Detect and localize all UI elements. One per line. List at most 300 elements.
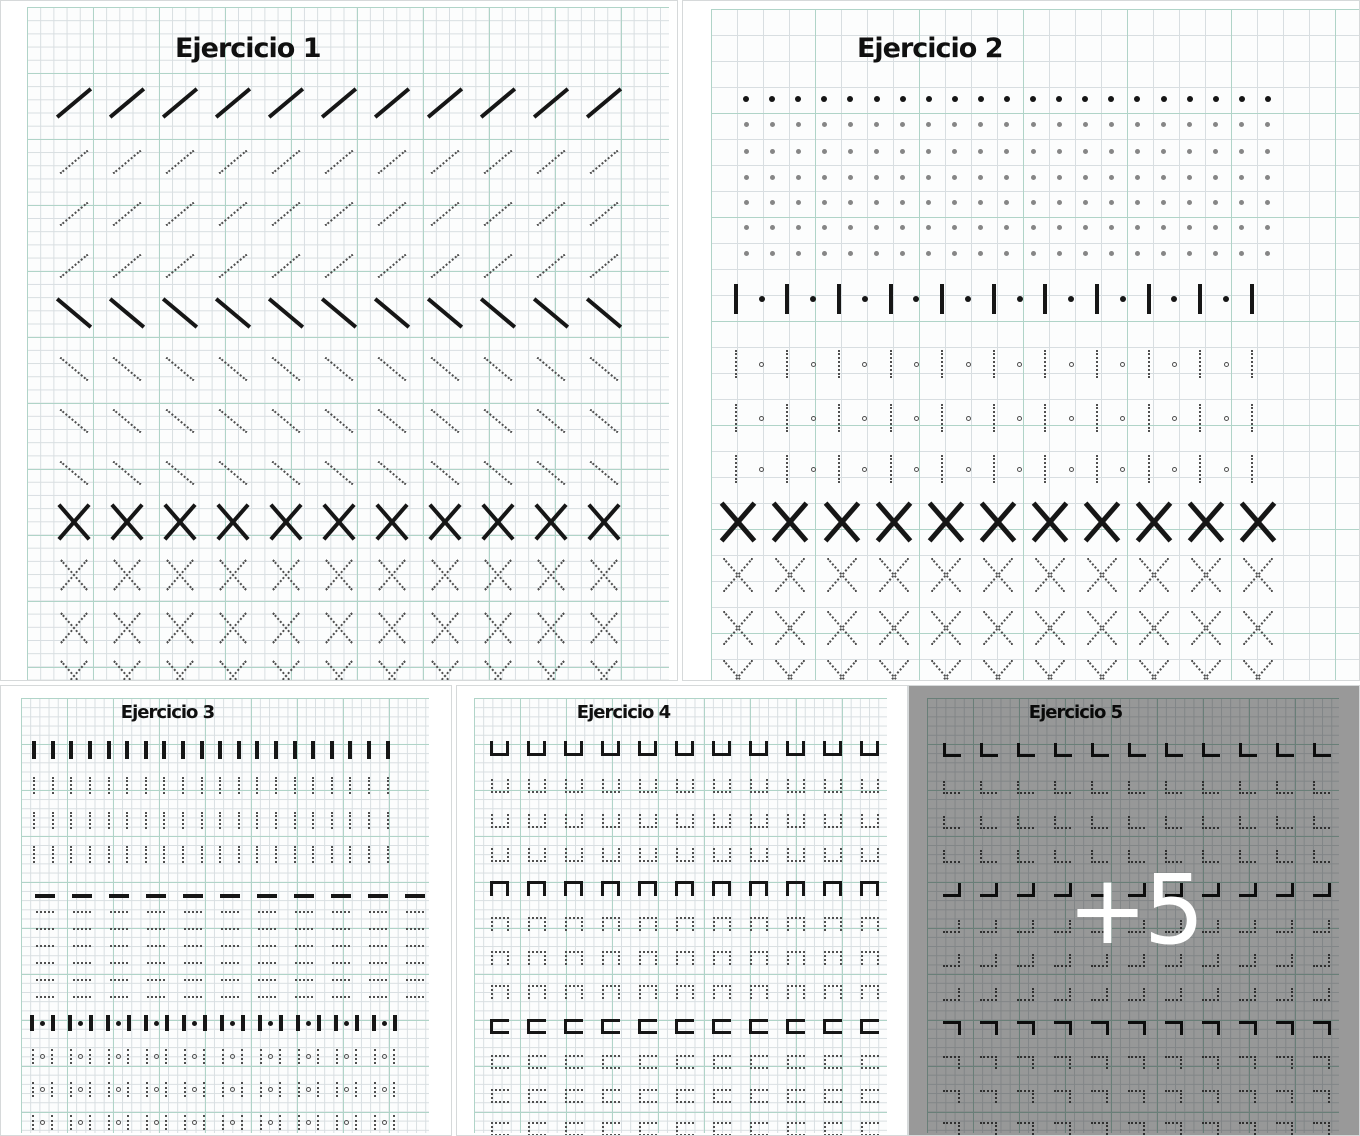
pattern-slot (211, 846, 230, 863)
dot-glyph (952, 175, 957, 180)
pattern-slot (852, 350, 878, 378)
pattern-slot (206, 458, 259, 488)
bar-dot-bar-group (260, 1115, 281, 1130)
pattern-slot (285, 945, 322, 947)
pattern-slot (304, 777, 323, 794)
ejercicio-1-x-dotted-row (47, 560, 630, 590)
vertical-bar-glyph (145, 846, 147, 863)
cap-bracket-glyph (639, 985, 657, 999)
dot-glyph (40, 1054, 45, 1059)
ejercicio-3-bdb-dotted-row (23, 1115, 403, 1130)
dot-glyph (1083, 149, 1088, 154)
gallery-image-ejercicio-2[interactable] (682, 0, 1360, 681)
x-glyph (590, 613, 618, 643)
stroke-line (165, 150, 194, 175)
pattern-slot (1229, 96, 1255, 102)
pattern-slot (312, 147, 365, 177)
u-bracket-glyph (750, 814, 768, 828)
vertical-bar-glyph (993, 455, 995, 483)
dot-glyph (1187, 175, 1192, 180)
pattern-slot (230, 812, 249, 829)
dot-glyph (116, 1054, 121, 1059)
stroke-line (112, 357, 141, 382)
x-glyph (378, 613, 406, 643)
dot-glyph (1069, 467, 1074, 472)
vertical-bar-glyph (184, 1049, 186, 1064)
dot-glyph (796, 122, 801, 127)
vertical-bar-glyph (127, 1049, 129, 1064)
pattern-slot (47, 613, 100, 643)
pattern-slot (1076, 661, 1128, 681)
pattern-slot (703, 881, 740, 896)
vertical-bar-glyph (279, 1015, 283, 1031)
pattern-slot (213, 1082, 251, 1097)
pattern-slot (100, 560, 153, 590)
pattern-slot (904, 455, 930, 483)
pattern-slot (759, 96, 785, 102)
dot-glyph (1171, 296, 1177, 302)
dot-glyph (822, 225, 827, 230)
dash-glyph (73, 979, 91, 981)
pattern-slot (365, 147, 418, 177)
vertical-bar-glyph (941, 455, 943, 483)
vertical-bar-glyph (279, 1082, 281, 1097)
dot-glyph (1213, 96, 1219, 102)
x-glyph (272, 661, 300, 681)
pattern-slot (666, 779, 703, 793)
cap-bracket-glyph (787, 917, 805, 931)
pattern-slot (733, 96, 759, 102)
pattern-slot (814, 985, 851, 999)
dot-glyph (874, 96, 880, 102)
pattern-slot (137, 1115, 175, 1130)
cap-bracket-glyph (565, 985, 583, 999)
pattern-slot (47, 251, 100, 281)
dot-glyph (862, 416, 867, 421)
backslash-glyph (54, 297, 94, 329)
dot-glyph (821, 96, 827, 102)
pattern-slot (1180, 612, 1232, 644)
pattern-slot (153, 560, 206, 590)
backslash-glyph (266, 458, 306, 488)
vertical-bar-glyph (238, 812, 240, 829)
dash-glyph (406, 945, 424, 947)
vertical-bar-glyph (274, 741, 278, 759)
pattern-slot (289, 1115, 327, 1130)
dash-glyph (73, 911, 91, 913)
pattern-slot (44, 741, 63, 759)
pattern-slot (1007, 455, 1033, 483)
dot-glyph (796, 200, 801, 205)
dot-glyph (811, 362, 816, 367)
pattern-slot (137, 812, 156, 829)
vertical-bar-glyph (30, 1015, 34, 1031)
backslash-glyph (425, 458, 465, 488)
pattern-slot (577, 87, 630, 119)
c-bracket-glyph (676, 1055, 694, 1069)
pattern-slot (259, 661, 312, 681)
pattern-slot (62, 812, 81, 829)
pattern-slot (863, 225, 889, 230)
stroke-line (112, 461, 141, 486)
vertical-bar-glyph (200, 741, 204, 759)
pattern-slot (920, 559, 972, 591)
pattern-slot (764, 661, 816, 681)
dot-glyph (1004, 149, 1009, 154)
dot-glyph (1239, 251, 1244, 256)
pattern-slot (1110, 455, 1136, 483)
dot-glyph (1120, 467, 1125, 472)
pattern-slot (47, 87, 100, 119)
dot-glyph (847, 96, 853, 102)
pattern-slot (99, 846, 118, 863)
pattern-slot (518, 985, 555, 999)
bar-dot-bar-group (222, 1115, 243, 1130)
pattern-slot (703, 1122, 740, 1136)
pattern-slot (259, 297, 312, 329)
pattern-slot (777, 1019, 814, 1034)
pattern-slot (524, 251, 577, 281)
pattern-slot (100, 87, 153, 119)
dot-glyph (914, 362, 919, 367)
pattern-slot (723, 455, 749, 483)
pattern-slot (712, 559, 764, 591)
pattern-slot (192, 846, 211, 863)
cap-bracket-glyph (676, 951, 694, 965)
pattern-slot (365, 1015, 403, 1031)
bar-dot-bar-group (146, 1115, 167, 1130)
pattern-slot (518, 917, 555, 931)
x-glyph (484, 560, 512, 590)
pattern-slot (878, 404, 904, 432)
dash-glyph (184, 911, 202, 913)
pattern-slot (396, 979, 433, 981)
slash-glyph (584, 251, 624, 281)
pattern-slot (703, 1019, 740, 1034)
stroke-line (214, 87, 250, 118)
pattern-slot (1128, 559, 1180, 591)
ejercicio-2-x-dotted-row (712, 559, 1284, 591)
pattern-slot (837, 200, 863, 205)
dot-glyph (344, 1054, 349, 1059)
dot-glyph (1004, 251, 1009, 256)
dot-glyph (1017, 467, 1022, 472)
slash-glyph (213, 87, 253, 119)
pattern-slot (285, 962, 322, 964)
bar-dot-bar-group (108, 1082, 129, 1097)
x-glyph (1191, 559, 1221, 591)
u-bracket-glyph (713, 814, 731, 828)
pattern-slot (1229, 225, 1255, 230)
pattern-slot (775, 404, 801, 432)
pattern-slot (44, 812, 63, 829)
x-glyph (217, 505, 249, 539)
pattern-slot (99, 1082, 137, 1097)
pattern-slot (1128, 661, 1180, 681)
stroke-line (161, 87, 197, 118)
pattern-slot (206, 87, 259, 119)
dot-glyph (1172, 362, 1177, 367)
pattern-slot (777, 1089, 814, 1103)
pattern-slot (629, 1019, 666, 1034)
vertical-bar-glyph (393, 1015, 397, 1031)
vertical-bar-glyph (127, 1115, 129, 1130)
pattern-slot (1162, 284, 1188, 314)
dash-glyph (258, 945, 276, 947)
dot-glyph (900, 122, 905, 127)
vertical-bar-glyph (298, 1082, 300, 1097)
dot-glyph (1057, 200, 1062, 205)
dash-glyph (110, 945, 128, 947)
stroke-line (377, 254, 406, 279)
pattern-slot (592, 1019, 629, 1034)
pattern-slot (851, 1122, 888, 1136)
pattern-slot (1033, 284, 1059, 314)
dot-glyph (1083, 251, 1088, 256)
cap-bracket-glyph (639, 917, 657, 931)
cap-bracket-glyph (638, 881, 657, 896)
dot-glyph (1265, 225, 1270, 230)
pattern-slot (1239, 284, 1265, 314)
pattern-slot (341, 812, 360, 829)
dot-glyph (796, 175, 801, 180)
pattern-slot (341, 846, 360, 863)
pattern-slot (837, 122, 863, 127)
pattern-slot (365, 1082, 403, 1097)
dot-glyph (40, 1021, 45, 1026)
ejercicio-3-hdash-dotted-row (26, 962, 433, 964)
stroke-line (165, 357, 194, 382)
pattern-slot (723, 284, 749, 314)
pattern-slot (1232, 661, 1284, 681)
pattern-slot (248, 812, 267, 829)
x-glyph (537, 613, 565, 643)
pattern-slot (211, 911, 248, 913)
pattern-slot (759, 122, 785, 127)
dot-glyph (744, 225, 749, 230)
dot-glyph (1239, 122, 1244, 127)
pattern-slot (1239, 455, 1265, 483)
pattern-slot (929, 455, 955, 483)
dash-glyph (73, 996, 91, 998)
stroke-line (218, 202, 247, 227)
pattern-slot (592, 1089, 629, 1103)
pattern-slot (206, 147, 259, 177)
stroke-line (59, 409, 88, 434)
vertical-bar-glyph (940, 284, 944, 314)
pattern-slot (365, 354, 418, 384)
ejercicio-4-cap-dotted-row (481, 917, 888, 931)
pattern-slot (47, 354, 100, 384)
pattern-slot (518, 1055, 555, 1069)
x-glyph (1085, 504, 1119, 540)
x-glyph (1241, 504, 1275, 540)
vertical-bar-glyph (993, 404, 995, 432)
pattern-slot (759, 149, 785, 154)
pattern-slot (267, 846, 286, 863)
pattern-slot (481, 741, 518, 756)
pattern-slot (916, 251, 942, 256)
dot-glyph (1135, 149, 1140, 154)
dot-glyph (1135, 200, 1140, 205)
vertical-bar-glyph (222, 1049, 224, 1064)
pattern-slot (213, 1115, 251, 1130)
vertical-bar-glyph (330, 741, 334, 759)
pattern-slot (837, 225, 863, 230)
gallery-image-ejercicio-3[interactable] (0, 685, 452, 1136)
pattern-slot (518, 951, 555, 965)
gallery-image-ejercicio-4[interactable] (456, 685, 908, 1136)
pattern-slot (749, 455, 775, 483)
ejercicio-4-cap-dotted-row (481, 951, 888, 965)
pattern-slot (890, 200, 916, 205)
pattern-slot (81, 741, 100, 759)
c-bracket-glyph (712, 1019, 731, 1034)
x-glyph (166, 613, 194, 643)
pattern-slot (312, 199, 365, 229)
pattern-slot (25, 741, 44, 759)
pattern-slot (1187, 404, 1213, 432)
slash-glyph (319, 87, 359, 119)
bar-dot-bar-group (374, 1115, 395, 1130)
pattern-slot (322, 979, 359, 981)
pattern-slot (230, 741, 249, 759)
dot-glyph (874, 149, 879, 154)
pattern-slot (826, 350, 852, 378)
vertical-bar-glyph (108, 846, 110, 863)
pattern-slot (418, 406, 471, 436)
dot-glyph (1004, 175, 1009, 180)
bar-dot-bar-group (70, 1049, 91, 1064)
pattern-slot (118, 846, 137, 863)
dash-glyph (295, 928, 313, 930)
pattern-slot (100, 199, 153, 229)
pattern-slot (800, 284, 826, 314)
bar-dot-bar-group (334, 1015, 359, 1031)
pattern-slot (837, 96, 863, 102)
pattern-slot (968, 225, 994, 230)
dot-glyph (1265, 175, 1270, 180)
pattern-slot (1203, 225, 1229, 230)
vertical-bar-glyph (386, 741, 390, 759)
bar-dot-bar-group (32, 1082, 53, 1097)
u-bracket-glyph (565, 848, 583, 862)
pattern-slot (518, 1019, 555, 1034)
pattern-slot (365, 458, 418, 488)
c-bracket-glyph (787, 1122, 805, 1136)
u-bracket-glyph (565, 814, 583, 828)
pattern-slot (994, 175, 1020, 180)
pattern-slot (524, 199, 577, 229)
dash-glyph (221, 979, 239, 981)
dot-glyph (1109, 251, 1114, 256)
pattern-slot (592, 917, 629, 931)
ejercicio-1-slash-dotted-row (47, 251, 630, 281)
worksheet-title: Ejercicio 5 (1028, 702, 1123, 723)
stroke-line (536, 409, 565, 434)
stroke-line (532, 297, 568, 328)
pattern-slot (592, 881, 629, 896)
vertical-bar-glyph (294, 777, 296, 794)
x-glyph (983, 661, 1013, 681)
pattern-slot (981, 455, 1007, 483)
c-bracket-glyph (564, 1019, 583, 1034)
dot-glyph (1109, 175, 1114, 180)
pattern-slot (629, 848, 666, 862)
pattern-slot (100, 911, 137, 913)
pattern-slot (577, 661, 630, 681)
ejercicio-2-bardot-solid-row (723, 284, 1265, 314)
dot-glyph (978, 96, 984, 102)
pattern-slot (396, 962, 433, 964)
dash-glyph (369, 996, 387, 998)
vertical-bar-glyph (298, 1049, 300, 1064)
stroke-line (589, 461, 618, 486)
pattern-slot (174, 894, 211, 898)
stroke-line (430, 461, 459, 486)
c-bracket-glyph (601, 1019, 620, 1034)
pattern-slot (174, 979, 211, 981)
c-bracket-glyph (750, 1122, 768, 1136)
dash-glyph (36, 996, 54, 998)
cap-bracket-glyph (527, 881, 546, 896)
vertical-bar-glyph (127, 1082, 129, 1097)
x-glyph (325, 661, 353, 681)
pattern-slot (118, 777, 137, 794)
dot-glyph (1187, 200, 1192, 205)
pattern-slot (267, 777, 286, 794)
pattern-slot (666, 1122, 703, 1136)
vertical-bar-glyph (51, 1015, 55, 1031)
slash-glyph (319, 147, 359, 177)
pattern-slot (814, 1019, 851, 1034)
pattern-slot (904, 404, 930, 432)
pattern-slot (1136, 284, 1162, 314)
stroke-line (112, 409, 141, 434)
pattern-slot (1072, 175, 1098, 180)
pattern-slot (418, 505, 471, 539)
vertical-bar-glyph (51, 741, 55, 759)
stroke-line (426, 297, 462, 328)
pattern-slot (777, 1055, 814, 1069)
c-bracket-glyph (491, 1089, 509, 1103)
stroke-line (532, 87, 568, 118)
pattern-slot (851, 779, 888, 793)
gallery-image-ejercicio-5[interactable] (908, 685, 1360, 1136)
pattern-slot (703, 1055, 740, 1069)
vertical-bar-glyph (331, 777, 333, 794)
gallery-image-ejercicio-1[interactable] (0, 0, 678, 681)
pattern-slot (723, 404, 749, 432)
pattern-slot (851, 1019, 888, 1034)
dot-glyph (1172, 467, 1177, 472)
bar-dot-bar-group (30, 1015, 55, 1031)
slash-glyph (531, 147, 571, 177)
pattern-layer (1, 686, 451, 1135)
cap-bracket-glyph (528, 917, 546, 931)
pattern-slot (1213, 350, 1239, 378)
x-glyph (827, 661, 857, 681)
pattern-slot (1162, 350, 1188, 378)
pattern-slot (1177, 251, 1203, 256)
pattern-slot (118, 812, 137, 829)
vertical-bar-glyph (336, 1049, 338, 1064)
pattern-slot (852, 284, 878, 314)
pattern-slot (23, 1049, 61, 1064)
vertical-bar-glyph (184, 1115, 186, 1130)
ejercicio-2-dot-dotted-row (733, 200, 1281, 205)
pattern-slot (764, 504, 816, 540)
